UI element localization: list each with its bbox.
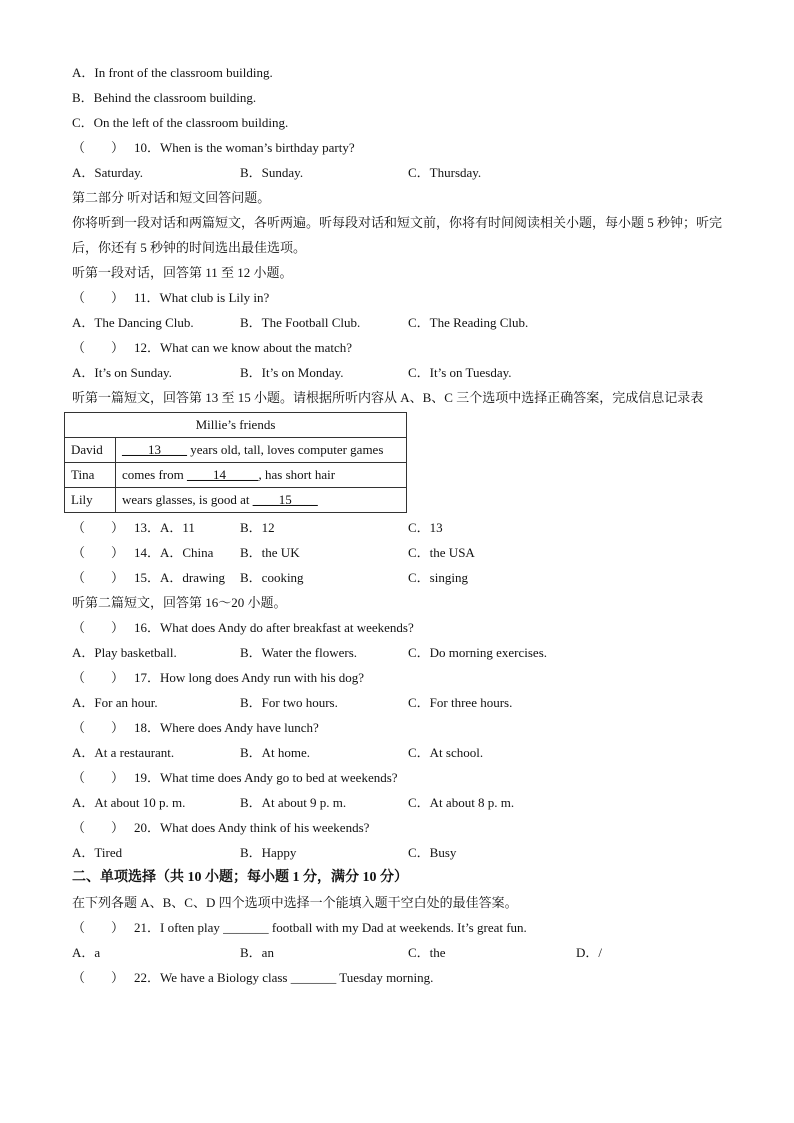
- option-a: 14．A．China: [134, 545, 214, 560]
- q11-options: [72, 310, 732, 335]
- q14-stem: [72, 540, 240, 565]
- friend-info: [116, 463, 407, 488]
- info-post: , has short hair: [258, 467, 336, 482]
- option-c: C．13: [408, 520, 443, 535]
- q12-stem: [72, 335, 732, 360]
- friend-info: [116, 488, 407, 513]
- question-text: 20．What does Andy think of his weekends?: [134, 820, 370, 835]
- option-b: B．It’s on Monday.: [240, 365, 344, 380]
- option-c: C．At school.: [408, 745, 484, 760]
- section-passage-2: 听第二篇短文，回答第 16～20 小题。: [72, 595, 287, 610]
- option-c: C．Do morning exercises.: [408, 645, 548, 660]
- option-c: C．Thursday.: [408, 165, 482, 180]
- question-text: 22．We have a Biology class _______ Tuesday morning.: [134, 970, 434, 985]
- option-a: A．It’s on Sunday.: [72, 365, 172, 380]
- answer-paren[interactable]: （ ）: [72, 290, 125, 305]
- table-row: [65, 438, 407, 463]
- option-b: B．Water the flowers.: [240, 645, 358, 660]
- answer-paren[interactable]: （ ）: [72, 970, 125, 985]
- blank-15: ____15____: [252, 492, 318, 507]
- answer-paren[interactable]: （ ）: [72, 570, 125, 585]
- option-c: C．For three hours.: [408, 695, 513, 710]
- option-b: B．At home.: [240, 745, 311, 760]
- q12-options: [72, 360, 732, 385]
- q15-stem: [72, 565, 240, 590]
- info-post: years old, tall, loves computer games: [187, 442, 384, 457]
- q9-option-b: B．Behind the classroom building.: [72, 90, 257, 105]
- option-b: B．Sunday.: [240, 165, 304, 180]
- option-a: A．For an hour.: [72, 695, 158, 710]
- q16-options: [72, 640, 732, 665]
- q15-row: [72, 565, 732, 590]
- q11-stem: [72, 285, 732, 310]
- table-row: [65, 488, 407, 513]
- q21-stem: [72, 915, 732, 940]
- option-a: A．Play basketball.: [72, 645, 177, 660]
- q18-stem: [72, 715, 732, 740]
- option-a: 15．A．drawing: [134, 570, 225, 585]
- friend-name: Tina: [65, 463, 116, 488]
- option-a: A．At a restaurant.: [72, 745, 175, 760]
- part2-instructions: 你将听到一段对话和两篇短文，各听两遍。听每段对话和短文前，你将有时间阅读相关小题，每小题 5 秒钟；听完后，你还有 5 秒钟的时间选出最佳选项。: [72, 215, 723, 255]
- option-b: B．At about 9 p. m.: [240, 795, 347, 810]
- q20-options: [72, 840, 732, 865]
- section-dialogue-1: 听第一段对话，回答第 11 至 12 小题。: [72, 265, 293, 280]
- blank-14: ____14_____: [186, 467, 259, 482]
- answer-paren[interactable]: （ ）: [72, 770, 125, 785]
- question-text: 19．What time does Andy go to bed at weekends?: [134, 770, 398, 785]
- question-text: 21．I often play _______ football with my Dad at weekends. It’s great fun.: [134, 920, 527, 935]
- answer-paren[interactable]: （ ）: [72, 720, 125, 735]
- option-c: C．the: [408, 945, 446, 960]
- question-text: 16．What does Andy do after breakfast at weekends?: [134, 620, 414, 635]
- q19-stem: [72, 765, 732, 790]
- option-a: 13．A．11: [134, 520, 195, 535]
- info-table: [64, 412, 407, 513]
- table-header: Millie’s friends: [65, 413, 407, 438]
- table-row: [65, 463, 407, 488]
- option-a: A．At about 10 p. m.: [72, 795, 186, 810]
- q16-stem: [72, 615, 732, 640]
- answer-paren[interactable]: （ ）: [72, 340, 125, 355]
- answer-paren[interactable]: （ ）: [72, 920, 125, 935]
- q13-row: [72, 515, 732, 540]
- answer-paren[interactable]: （ ）: [72, 140, 125, 155]
- q10-options: [72, 160, 732, 185]
- answer-paren[interactable]: （ ）: [72, 820, 125, 835]
- question-text: 12．What can we know about the match?: [134, 340, 353, 355]
- option-a: A．Tired: [72, 845, 123, 860]
- option-b: B．The Football Club.: [240, 315, 361, 330]
- option-b: B．For two hours.: [240, 695, 338, 710]
- question-text: 17．How long does Andy run with his dog?: [134, 670, 365, 685]
- question-text: 11．What club is Lily in?: [134, 290, 270, 305]
- question-text: 18．Where does Andy have lunch?: [134, 720, 319, 735]
- option-c: C．At about 8 p. m.: [408, 795, 515, 810]
- answer-paren[interactable]: （ ）: [72, 620, 125, 635]
- question-text: 10．When is the woman’s birthday party?: [134, 140, 355, 155]
- option-b: B．an: [240, 945, 274, 960]
- option-c: C．the USA: [408, 545, 475, 560]
- option-c: C．Busy: [408, 845, 457, 860]
- option-b: B．Happy: [240, 845, 297, 860]
- answer-paren[interactable]: （ ）: [72, 520, 125, 535]
- option-b: B．12: [240, 520, 275, 535]
- q19-options: [72, 790, 732, 815]
- section-passage-1: 听第一篇短文，回答第 13 至 15 小题。请根据所听内容从 A、B、C 三个选项中选择正确答案，完成信息记录表: [72, 390, 704, 405]
- friend-name: David: [65, 438, 116, 463]
- exam-page: [72, 60, 732, 990]
- info-pre: comes from: [122, 467, 187, 482]
- answer-paren[interactable]: （ ）: [72, 545, 125, 560]
- blank-13: ____13____: [122, 442, 187, 457]
- q20-stem: [72, 815, 732, 840]
- q17-options: [72, 690, 732, 715]
- q21-options: [72, 940, 732, 965]
- q18-options: [72, 740, 732, 765]
- option-c: C．The Reading Club.: [408, 315, 529, 330]
- friend-name: Lily: [65, 488, 116, 513]
- q14-row: [72, 540, 732, 565]
- option-a: A．a: [72, 945, 101, 960]
- option-b: B．the UK: [240, 545, 300, 560]
- option-d: D．/: [576, 945, 603, 960]
- info-pre: wears glasses, is good at: [122, 492, 253, 507]
- option-a: A．Saturday.: [72, 165, 144, 180]
- section2-instructions: 在下列各题 A、B、C、D 四个选项中选择一个能填入题干空白处的最佳答案。: [72, 895, 518, 910]
- q10-stem: [72, 135, 732, 160]
- part2-title: 第二部分 听对话和短文回答问题。: [72, 190, 271, 205]
- q9-option-c: C．On the left of the classroom building.: [72, 115, 289, 130]
- option-a: A．The Dancing Club.: [72, 315, 194, 330]
- friend-info: [116, 438, 407, 463]
- q22-stem: [72, 965, 732, 990]
- q17-stem: [72, 665, 732, 690]
- option-c: C．singing: [408, 570, 468, 585]
- option-b: B．cooking: [240, 570, 304, 585]
- option-c: C．It’s on Tuesday.: [408, 365, 512, 380]
- q13-stem: [72, 515, 240, 540]
- q9-option-a: A．In front of the classroom building.: [72, 65, 273, 80]
- answer-paren[interactable]: （ ）: [72, 670, 125, 685]
- section2-title: 二、单项选择（共 10 小题；每小题 1 分，满分 10 分）: [72, 870, 408, 885]
- table-header-row: [65, 413, 407, 438]
